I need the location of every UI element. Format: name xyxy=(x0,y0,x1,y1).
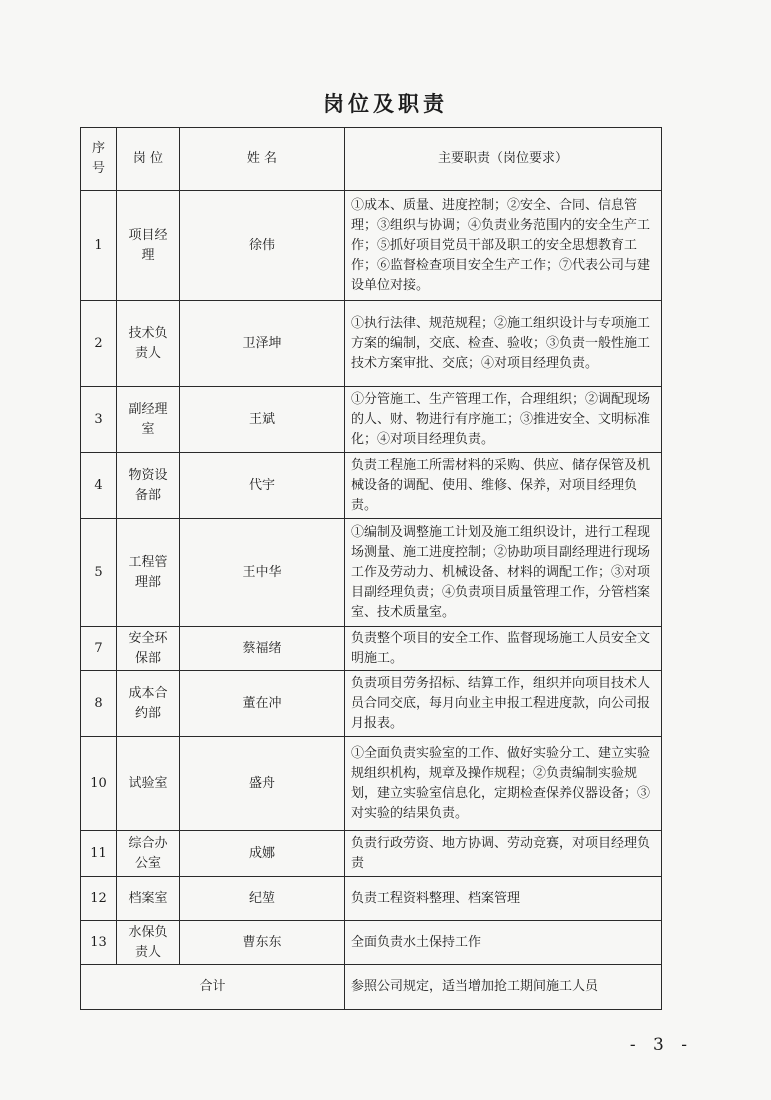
duty-table xyxy=(80,127,662,1010)
row-post: 项目经理 xyxy=(117,191,180,301)
row-name: 代宇 xyxy=(180,453,345,519)
page-title: 岗位及职责 xyxy=(323,91,448,116)
row-duty: 全面负责水土保持工作 xyxy=(345,921,662,965)
table-row xyxy=(81,387,662,453)
table-row xyxy=(81,627,662,671)
row-duty: 负责整个项目的安全工作、监督现场施工人员安全文明施工。 xyxy=(345,627,662,671)
row-post: 试验室 xyxy=(117,737,180,831)
table-row xyxy=(81,519,662,627)
total-duty: 参照公司规定，适当增加抢工期间施工人员 xyxy=(345,965,662,1010)
row-no: 7 xyxy=(81,627,117,671)
row-duty: 负责工程施工所需材料的采购、供应、储存保管及机械设备的调配、使用、维修、保养，对项目经理负责。 xyxy=(345,453,662,519)
page-number: - 3 - xyxy=(629,1035,693,1055)
row-post: 副经理室 xyxy=(117,387,180,453)
table-row xyxy=(81,831,662,877)
row-name: 卫泽坤 xyxy=(180,301,345,387)
row-name: 董在冲 xyxy=(180,671,345,737)
header-name: 姓 名 xyxy=(180,128,345,191)
row-duty: ①执行法律、规范规程；②施工组织设计与专项施工方案的编制，交底、检查、验收；③负责一般性施工技术方案审批、交底；④对项目经理负责。 xyxy=(345,301,662,387)
row-duty: ①全面负责实验室的工作、做好实验分工、建立实验规组织机构，规章及操作规程；②负责编制实验规划，建立实验室信息化，定期检查保养仪器设备；③对实验的结果负责。 xyxy=(345,737,662,831)
row-no: 5 xyxy=(81,519,117,627)
table-row xyxy=(81,301,662,387)
row-no: 10 xyxy=(81,737,117,831)
table-row xyxy=(81,191,662,301)
table-row xyxy=(81,921,662,965)
table-row xyxy=(81,737,662,831)
row-name: 盛舟 xyxy=(180,737,345,831)
row-duty: ①编制及调整施工计划及施工组织设计，进行工程现场测量、施工进度控制；②协助项目副经理进行现场工作及劳动力、机械设备、材料的调配工作；③对项目副经理负责；④负责项目质量管理工作，分管档案室、技术质量室。 xyxy=(345,519,662,627)
row-name: 成娜 xyxy=(180,831,345,877)
row-duty: ①成本、质量、进度控制；②安全、合同、信息管理；③组织与协调；④负责业务范围内的安全生产工作；⑤抓好项目党员干部及职工的安全思想教育工作；⑥监督检查项目安全生产工作；⑦代表公司与建设单位对接。 xyxy=(345,191,662,301)
row-name: 蔡福绪 xyxy=(180,627,345,671)
table-row xyxy=(81,877,662,921)
row-duty: 负责项目劳务招标、结算工作，组织并向项目技术人员合同交底，每月向业主申报工程进度款，向公司报月报表。 xyxy=(345,671,662,737)
total-label: 合计 xyxy=(81,965,345,1010)
row-post: 工程管理部 xyxy=(117,519,180,627)
row-no: 2 xyxy=(81,301,117,387)
row-post: 档案室 xyxy=(117,877,180,921)
row-no: 11 xyxy=(81,831,117,877)
row-post: 水保负责人 xyxy=(117,921,180,965)
row-post: 综合办公室 xyxy=(117,831,180,877)
row-name: 徐伟 xyxy=(180,191,345,301)
header-duty: 主要职责（岗位要求） xyxy=(345,128,662,191)
row-name: 王斌 xyxy=(180,387,345,453)
row-no: 13 xyxy=(81,921,117,965)
row-no: 8 xyxy=(81,671,117,737)
header-post: 岗 位 xyxy=(117,128,180,191)
row-no: 1 xyxy=(81,191,117,301)
row-post: 技术负责人 xyxy=(117,301,180,387)
row-no: 3 xyxy=(81,387,117,453)
row-post: 安全环保部 xyxy=(117,627,180,671)
row-no: 4 xyxy=(81,453,117,519)
table-row xyxy=(81,671,662,737)
row-duty: 负责工程资料整理、档案管理 xyxy=(345,877,662,921)
table-header-row xyxy=(81,128,662,191)
row-post: 成本合约部 xyxy=(117,671,180,737)
row-duty: 负责行政劳资、地方协调、劳动竞赛，对项目经理负责 xyxy=(345,831,662,877)
row-name: 王中华 xyxy=(180,519,345,627)
header-no: 序号 xyxy=(81,128,117,191)
row-post: 物资设备部 xyxy=(117,453,180,519)
total-row xyxy=(81,965,662,1010)
row-name: 纪堃 xyxy=(180,877,345,921)
row-duty: ①分管施工、生产管理工作，合理组织；②调配现场的人、财、物进行有序施工；③推进安全、文明标准化；④对项目经理负责。 xyxy=(345,387,662,453)
table-row xyxy=(81,453,662,519)
row-name: 曹东东 xyxy=(180,921,345,965)
row-no: 12 xyxy=(81,877,117,921)
